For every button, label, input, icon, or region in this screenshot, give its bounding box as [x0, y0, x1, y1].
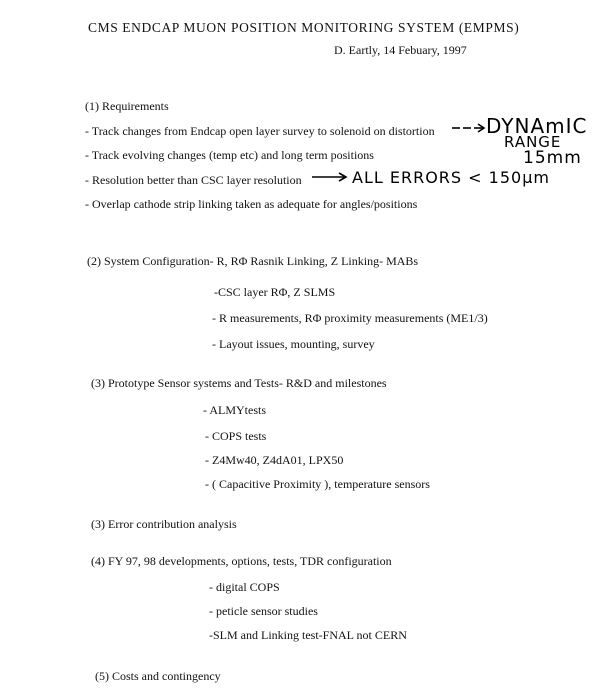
author-date: D. Eartly, 14 Febuary, 1997 [334, 43, 467, 57]
section-1-item: - Overlap cathode strip linking taken as adequate for angles/positions [85, 197, 418, 211]
section-3-item: - ALMYtests [203, 403, 266, 417]
handwritten-note-range: RANGE [504, 133, 562, 151]
section-4-item: - digital COPS [209, 580, 280, 594]
section-3-item: - COPS tests [205, 429, 267, 443]
document-title: CMS ENDCAP MUON POSITION MONITORING SYSTEM (EMPMS) [88, 20, 520, 35]
section-2-item: - R measurements, RΦ proximity measurements (ME1/3) [212, 311, 488, 325]
handwritten-note-dynamic: DYNAmIC [486, 114, 588, 138]
section-5-heading: (5) Costs and contingency [95, 669, 221, 683]
section-1-item: - Track evolving changes (temp etc) and long term positions [85, 148, 374, 162]
section-2-heading: (2) System Configuration- R, RΦ Rasnik Linking, Z Linking- MABs [87, 254, 419, 268]
section-3-item: - ( Capacitive Proximity ), temperature sensors [205, 477, 430, 491]
section-4-heading: (4) FY 97, 98 developments, options, tests, TDR configuration [91, 554, 392, 568]
section-4-item: - peticle sensor studies [209, 604, 318, 618]
handwritten-note-15mm: 15mm [523, 148, 582, 168]
section-1-item: - Track changes from Endcap open layer survey to solenoid on distortion [85, 124, 435, 138]
handwritten-note-all-errors: ALL ERRORS < 150μm [352, 168, 550, 187]
section-1-item: - Resolution better than CSC layer resolution [85, 173, 302, 187]
section-3b-heading: (3) Error contribution analysis [91, 517, 237, 531]
handwritten-arrow-icon [452, 123, 486, 133]
section-2-item: -CSC layer RΦ, Z SLMS [214, 285, 336, 299]
section-1-heading: (1) Requirements [85, 99, 169, 113]
section-3-heading: (3) Prototype Sensor systems and Tests- R&D and milestones [91, 376, 387, 390]
section-2-item: - Layout issues, mounting, survey [212, 337, 375, 351]
section-3-item: - Z4Mw40, Z4dA01, LPX50 [205, 453, 344, 467]
handwritten-arrow-icon [312, 172, 348, 182]
section-4-item: -SLM and Linking test-FNAL not CERN [209, 628, 407, 642]
